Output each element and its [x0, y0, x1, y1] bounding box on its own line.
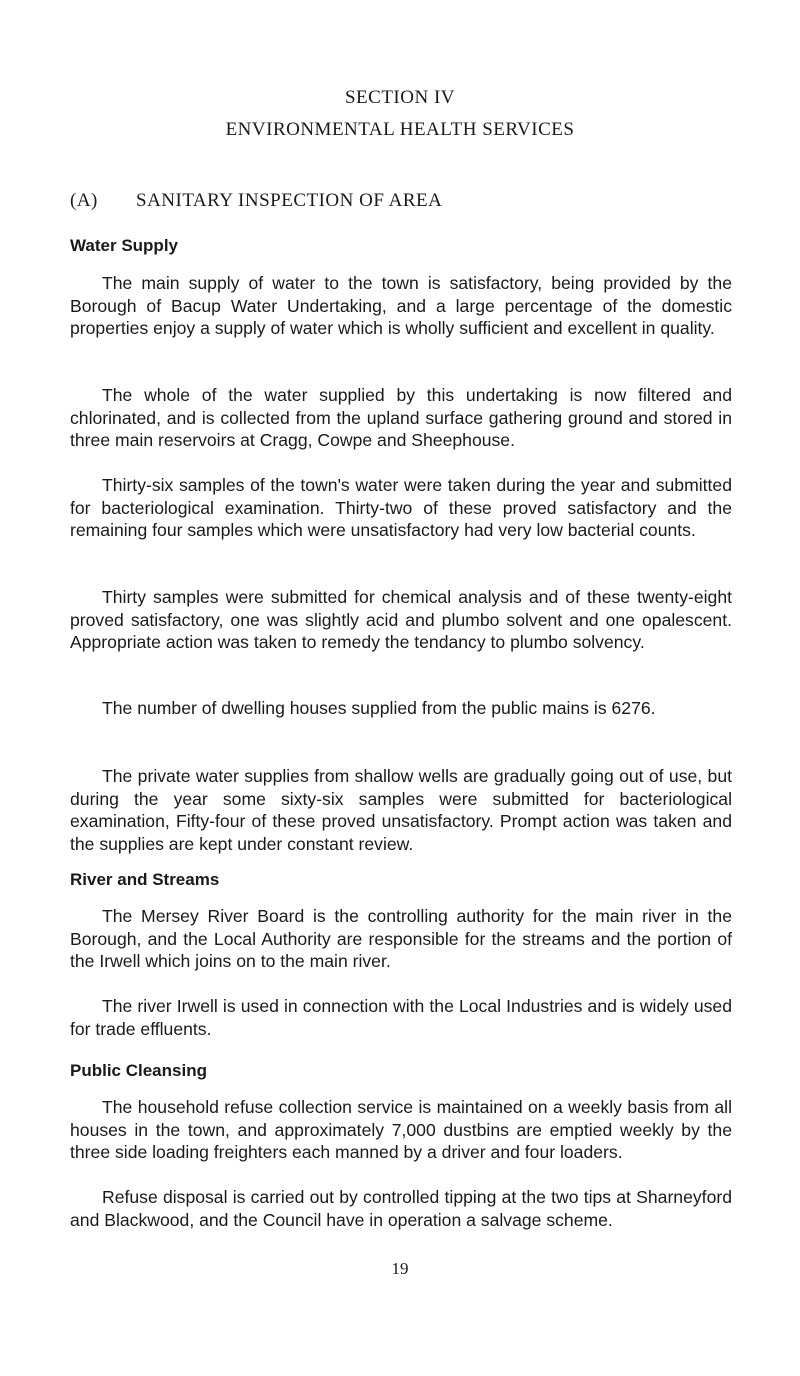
water-supply-paragraph-2: The whole of the water supplied by this undertaking is now filtered and chlorinated, and is collected from the upland surface gathering ground and stored in three main reservoirs at Cragg, Cowpe and Sheephouse. — [70, 385, 732, 451]
subsection-heading — [70, 190, 442, 212]
river-streams-paragraph-1: The Mersey River Board is the controlling authority for the main river in the Borough, and the Local Authority are responsible for the streams and the portion of the Irwell which joins on to the main river. — [70, 906, 732, 972]
river-streams-heading: River and Streams — [70, 870, 220, 889]
water-supply-paragraph-3: Thirty-six samples of the town's water were taken during the year and submitted for bacteriological examination. Thirty-two of these proved satisfactory and the remaining four samples which were unsatisfactory had very low bacterial counts. — [70, 475, 732, 541]
water-supply-paragraph-4: Thirty samples were submitted for chemical analysis and of these twenty-eight proved satisfactory, one was slightly acid and plumbo solvent and one opalescent. Appropriate action was taken to remedy the tendancy to plumbo solvency. — [70, 587, 732, 653]
public-cleansing-paragraph-2: Refuse disposal is carried out by controlled tipping at the two tips at Sharneyford and Blackwood, and the Council have in operation a salvage scheme. — [70, 1187, 732, 1230]
public-cleansing-heading: Public Cleansing — [70, 1061, 207, 1080]
section-title: SECTION IV — [344, 87, 456, 108]
river-streams-paragraph-2: The river Irwell is used in connection with the Local Industries and is widely used for trade effluents. — [70, 996, 732, 1039]
subsection-title: SANITARY INSPECTION OF AREA — [136, 190, 443, 211]
water-supply-paragraph-5: The number of dwelling houses supplied from the public mains is 6276. — [102, 698, 656, 718]
subsection-letter: (A) — [70, 190, 98, 211]
water-supply-paragraph-6: The private water supplies from shallow wells are gradually going out of use, but during the year some sixty-six samples were submitted for bacteriological examination, Fifty-four of these proved unsatisfactory. Prompt action was taken and the supplies are kept under constant review. — [70, 766, 732, 855]
water-supply-paragraph-1: The main supply of water to the town is satisfactory, being provided by the Borough of Bacup Water Undertaking, and a large percentage of the domestic properties enjoy a supply of water which is wholly sufficient and excellent in quality. — [70, 273, 732, 339]
section-subtitle: ENVIRONMENTAL HEALTH SERVICES — [225, 119, 575, 140]
page-number: 19 — [391, 1259, 409, 1278]
public-cleansing-paragraph-1: The household refuse collection service is maintained on a weekly basis from all houses in the town, and approximately 7,000 dustbins are emptied weekly by the three side loading freighters each manned by a driver and four loaders. — [70, 1097, 732, 1163]
water-supply-heading: Water Supply — [70, 236, 178, 255]
